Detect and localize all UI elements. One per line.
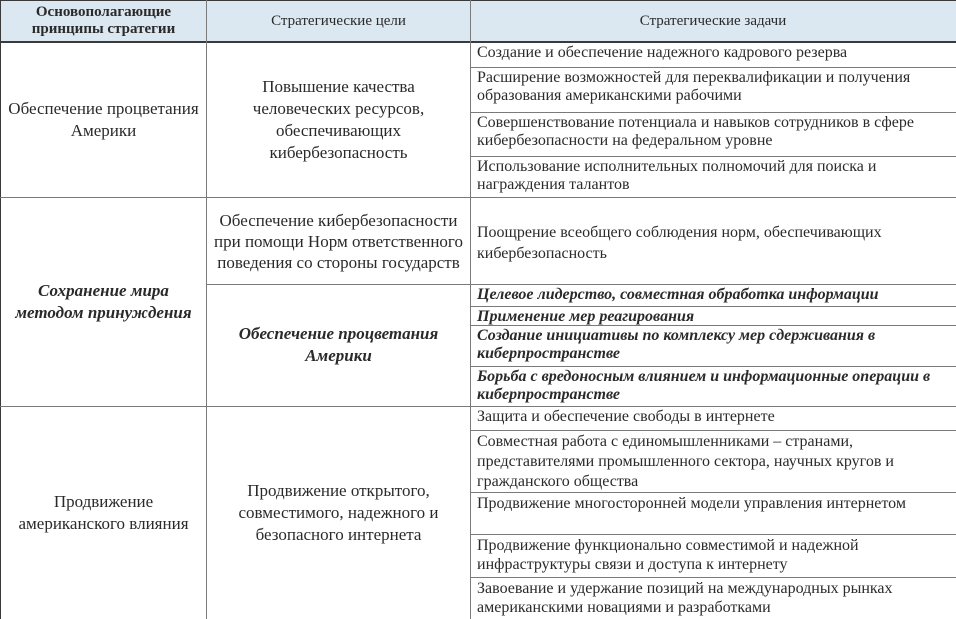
task-2-2: Целевое лидерство, совместная обработка информации [477, 286, 879, 303]
task-1-3: Совершенствование потенциала и навыков сотрудников в сфере кибербезопасности на федеральном уровне [477, 114, 914, 149]
task-1-1: Создание и обеспечение надежного кадрового резерва [477, 44, 848, 61]
task-2-5: Борьба с вредоносным влиянием и информационные операции в киберпространстве [477, 368, 931, 403]
task-divider [470, 577, 956, 578]
task-2-3: Применение мер реагирования [477, 308, 695, 325]
task-divider [470, 156, 956, 157]
goal-3-1: Продвижение открытого, совместимого, надежного и безопасного интернета [238, 480, 439, 544]
task-divider [470, 325, 956, 326]
task-3-1: Защита и обеспечение свободы в интернете [477, 408, 775, 425]
task-1-2: Расширение возможностей для переквалификации и получения образования американскими рабочими [477, 69, 911, 104]
col-divider-1 [206, 0, 207, 619]
task-1-4: Использование исполнительных полномочий для поиска и награждения талантов [477, 158, 877, 193]
task-divider [470, 534, 956, 535]
header-goals: Стратегические цели [207, 0, 470, 42]
border-top [0, 0, 956, 1]
task-divider [470, 306, 956, 307]
task-2-4: Создание инициативы по комплексу мер сдерживания в киберпространстве [477, 327, 876, 362]
goal-2-1: Обеспечение кибербезопасности при помощи Норм ответственного поведения со стороны государств [214, 210, 463, 272]
task-divider [470, 67, 956, 68]
header-bottom [0, 41, 956, 43]
header-principles: Основополагающие принципы стратегии [0, 0, 207, 42]
goal-1-1: Повышение качества человеческих ресурсов, обеспечивающих кибербезопасность [252, 77, 425, 162]
section-divider-1 [0, 197, 956, 198]
task-3-2: Совместная работа с единомышленниками – странами, представителями промышленного сектора, научных кругов и гражданского общества [477, 433, 894, 490]
header-tasks: Стратегические задачи [470, 0, 956, 42]
task-divider [470, 366, 956, 367]
task-3-4: Продвижение функционально совместимой и надежной инфраструктуры связи и доступа к интернету [477, 537, 859, 573]
goal-divider-2 [207, 284, 956, 285]
section-divider-2 [0, 406, 956, 407]
task-divider [470, 112, 956, 113]
border-left [0, 0, 1, 619]
task-3-5: Завоевание и удержание позиций на международных рынках американскими новациями и разработками [477, 580, 893, 616]
task-3-3: Продвижение многосторонней модели управления интернетом [477, 495, 906, 512]
task-divider [470, 492, 956, 493]
col-divider-2 [470, 0, 471, 619]
task-divider [470, 430, 956, 431]
goal-2-2: Обеспечение процветания Америки [238, 324, 439, 365]
principle-2: Сохранение мира методом принуждения [15, 281, 192, 322]
task-2-1: Поощрение всеобщего соблюдения норм, обеспечивающих кибербезопасность [477, 224, 882, 262]
principle-3: Продвижение американского влияния [18, 491, 189, 533]
principle-1: Обеспечение процветания Америки [8, 99, 199, 140]
